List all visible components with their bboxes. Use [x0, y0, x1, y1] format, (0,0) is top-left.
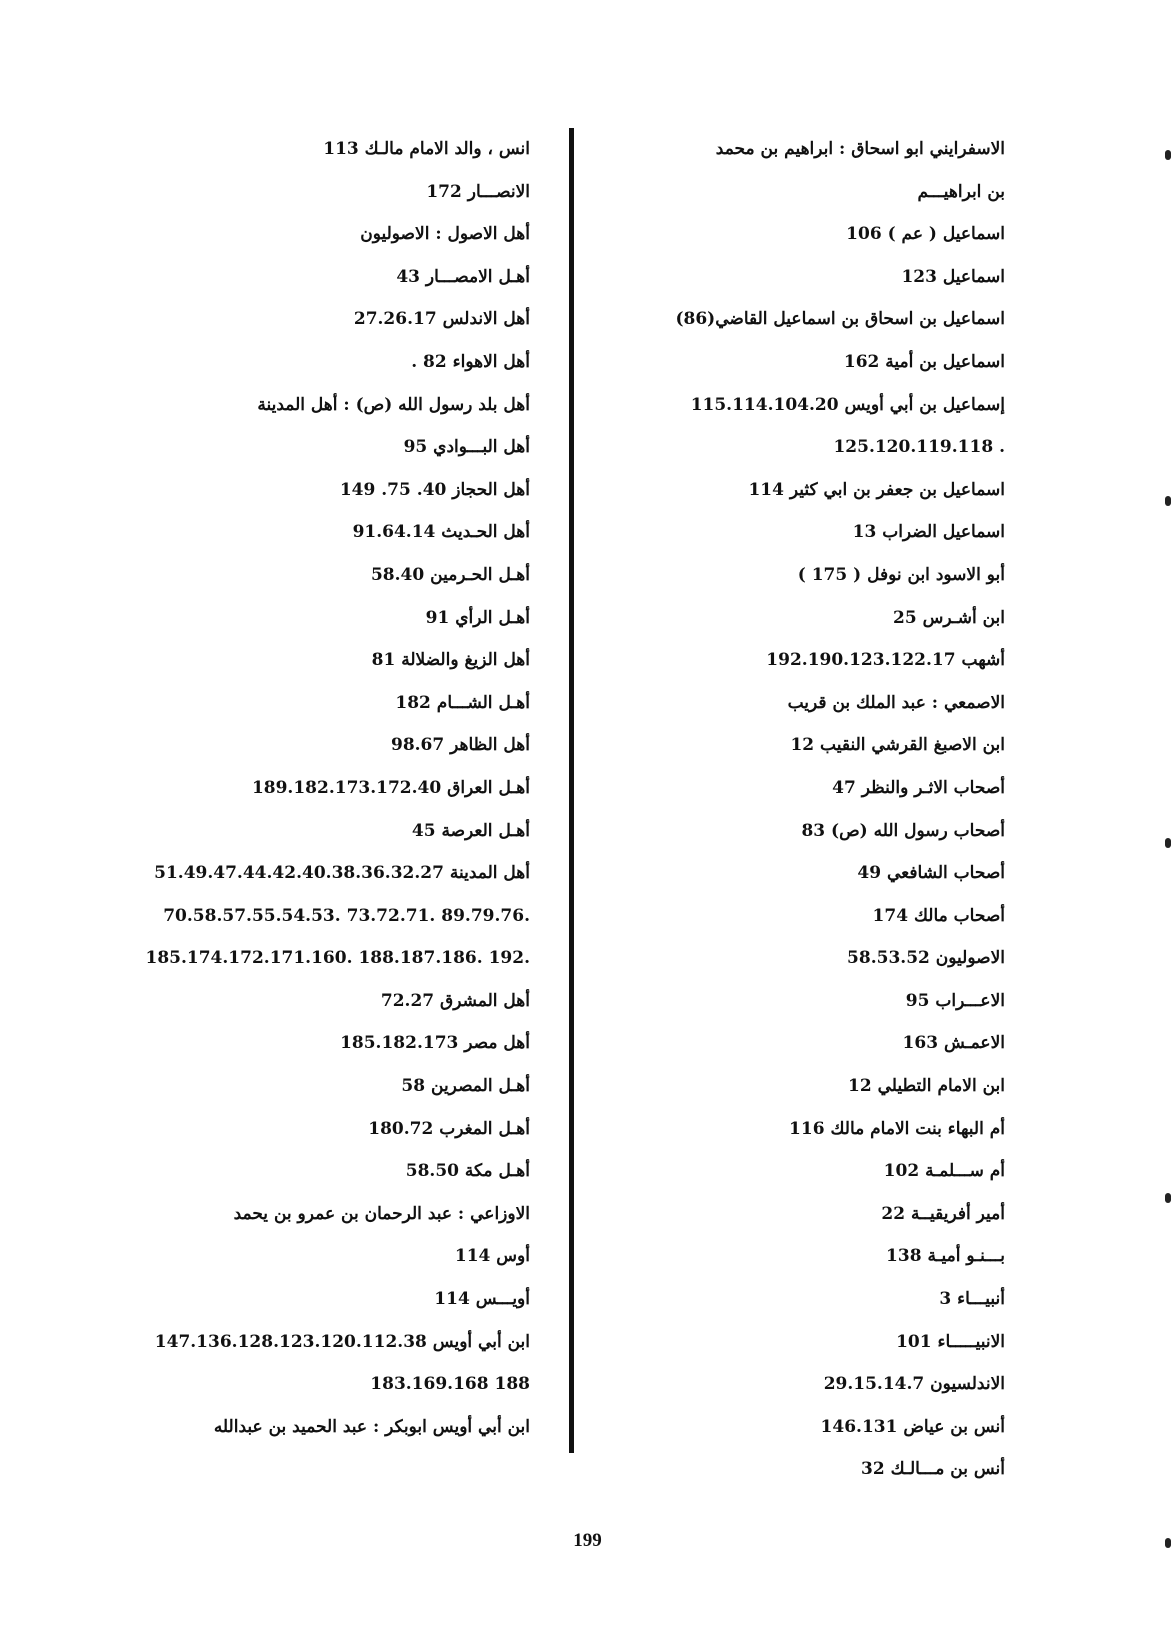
index-entry: أهـل المصرين 58	[401, 1076, 530, 1097]
index-entry: أهـل مكة 58.50	[405, 1161, 530, 1182]
index-entry: أهـل الامصـــار 43	[396, 266, 530, 287]
index-entry: أويـــس 114	[434, 1289, 530, 1310]
index-entry: أنبيـــاء 3	[939, 1289, 1005, 1310]
index-entry: ابن أبي أويس ابوبكر : عبد الحميد بن عبدالله	[213, 1416, 530, 1437]
index-entry: أهل الاندلس 27.26.17	[353, 309, 530, 330]
index-entry: إسماعيل بن أبي أويس 115.114.104.20	[690, 394, 1005, 415]
index-entry: الاصوليون 58.53.52	[847, 948, 1005, 969]
index-entry: أصحاب الاثـر والنظر 47	[832, 777, 1005, 798]
margin-mark	[1165, 150, 1171, 160]
index-entry: اسماعيل ( عم ) 106	[846, 224, 1005, 245]
index-entry: اسماعيل الضراب 13	[852, 522, 1005, 543]
index-entry: أهـل العرصة 45	[411, 820, 530, 841]
index-entry: أهـل الرأي 91	[425, 607, 530, 628]
index-entry: أهل الاصول : الاصوليون	[360, 224, 530, 245]
index-entry: أهـل العراق 189.182.173.172.40	[251, 777, 530, 798]
index-entry: أهل الحـديث 91.64.14	[352, 522, 530, 543]
index-entry: الاوزاعي : عبد الرحمان بن عمرو بن يحمد	[233, 1203, 530, 1224]
index-entry: أهل المشرق 72.27	[380, 990, 530, 1011]
column-divider	[569, 128, 574, 1453]
index-entry: بن ابراهيـــم	[917, 181, 1005, 202]
index-entry: أهـل الحـرمين 58.40	[370, 564, 530, 585]
index-entry: أم البهاء بنت الامام مالك 116	[789, 1118, 1005, 1139]
index-entry: أهل مصر 185.182.173	[340, 1033, 530, 1054]
index-entry: أهل الزيغ والضلالة 81	[371, 650, 530, 671]
index-entry: الاندلسيون 29.15.14.7	[823, 1374, 1005, 1395]
index-entry: أهل الحجاز 40. 75. 149	[339, 479, 530, 500]
index-entry: أهل الظاهر 98.67	[390, 735, 530, 756]
index-entry: ابن الامام التطيلي 12	[848, 1076, 1005, 1097]
index-entry: . 125.120.119.118	[833, 437, 1005, 458]
index-entry: أوس 114	[454, 1246, 530, 1267]
index-entry: أهـل الشـــام 182	[395, 692, 530, 713]
margin-mark	[1165, 1538, 1171, 1548]
index-entry: .192 .188.187.186 .185.174.172.171.160	[145, 948, 530, 969]
index-entry: .89.79.76 .73.72.71 .70.58.57.55.54.53	[163, 905, 530, 926]
index-entry: أصحاب مالك 174	[872, 905, 1005, 926]
margin-mark	[1165, 838, 1171, 848]
index-entry: 188 183.169.168	[370, 1374, 530, 1395]
index-entry: بـــنـو أميـة 138	[886, 1246, 1005, 1267]
index-entry: أنس بن مـــالـك 32	[861, 1459, 1005, 1480]
index-column-right	[600, 128, 1005, 1491]
index-entry: اسماعيل 123	[901, 266, 1005, 287]
index-entry: أمير أفريقيــة 22	[881, 1203, 1005, 1224]
index-entry: الاسفرايني ابو اسحاق : ابراهيم بن محمد	[715, 139, 1005, 159]
index-entry: اسماعيل بن اسحاق بن اسماعيل القاضي(86)	[675, 309, 1005, 330]
index-entry: أهل البـــوادي 95	[403, 437, 530, 458]
index-entry: ابن أشـرس 25	[893, 607, 1005, 628]
index-entry: اسماعيل بن جعفر بن ابي كثير 114	[748, 479, 1005, 500]
index-entry: أصحاب رسول الله (ص) 83	[801, 820, 1005, 841]
index-entry: أهـل المغرب 180.72	[368, 1118, 530, 1139]
margin-mark	[1165, 496, 1171, 506]
index-entry: أهل الاهواء 82 .	[411, 351, 530, 372]
index-entry: انس ، والد الامام مالـك 113	[323, 139, 530, 159]
index-entry: ابن الاصبغ القرشي النقيب 12	[790, 735, 1005, 756]
index-entry: أهل بلد رسول الله (ص) : أهل المدينة	[257, 394, 530, 415]
index-entry: الاصمعي : عبد الملك بن قريب	[787, 692, 1005, 713]
index-entry: الانصـــار 172	[426, 181, 530, 202]
index-entry: أصحاب الشافعي 49	[857, 863, 1005, 884]
index-entry: الانبيـــــاء 101	[896, 1331, 1005, 1352]
index-entry: ابن أبي أويس 147.136.128.123.120.112.38	[154, 1331, 530, 1352]
index-entry: اسماعيل بن أمية 162	[843, 351, 1005, 372]
margin-mark	[1165, 1193, 1171, 1203]
index-entry: الاعـــراب 95	[905, 990, 1005, 1011]
index-entry: أنس بن عياض 146.131	[820, 1416, 1005, 1437]
index-column-left	[120, 128, 530, 1448]
index-entry: أم ســـلمـة 102	[883, 1161, 1005, 1182]
index-entry: أبو الاسود ابن نوفل ( 175 )	[797, 564, 1005, 585]
index-entry: أشهب 192.190.123.122.17	[766, 650, 1005, 671]
index-entry: أهل المدينة 51.49.47.44.42.40.38.36.32.27	[154, 863, 530, 884]
index-entry: الاعمـش 163	[902, 1033, 1005, 1054]
page-number: 199	[573, 1530, 602, 1551]
